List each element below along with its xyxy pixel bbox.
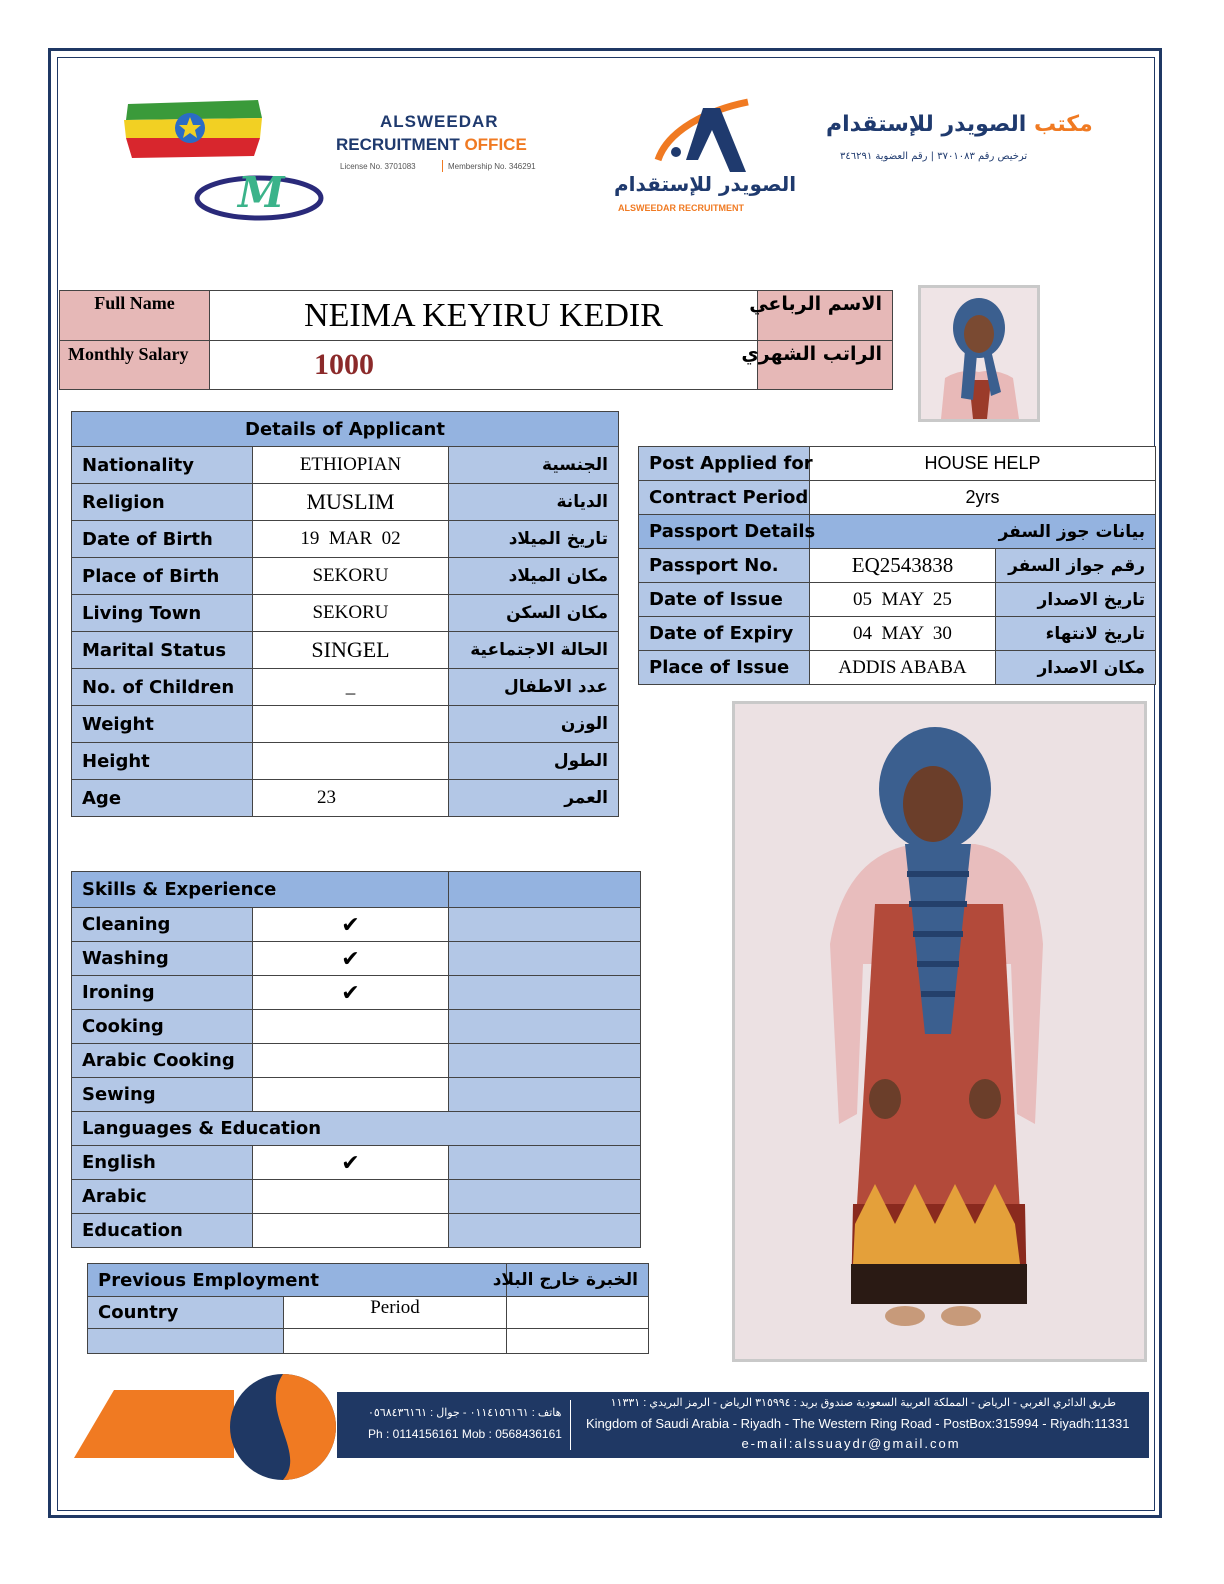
right-logo-ar-a: مكتب	[1034, 112, 1093, 137]
period-value	[284, 1329, 507, 1354]
language-label: Education	[72, 1214, 253, 1248]
details-label-ar: الحالة الاجتماعية	[449, 632, 619, 669]
passport-row	[639, 583, 1156, 617]
passport-label: Place of Issue	[639, 651, 810, 685]
employment-title: Previous Employment	[88, 1264, 507, 1297]
passport-label: Date of Issue	[639, 583, 810, 617]
skill-extra	[449, 1010, 641, 1044]
contract-label: Contract Period	[639, 481, 810, 515]
details-row	[72, 521, 619, 558]
details-label: Weight	[72, 706, 253, 743]
details-label-ar: مكان السكن	[449, 595, 619, 632]
country-label: Country	[88, 1297, 284, 1329]
details-table	[71, 411, 619, 817]
footer-orange-shape	[74, 1390, 234, 1458]
m-logo	[192, 168, 326, 224]
center-logo-en: ALSWEEDAR RECRUITMENT	[618, 203, 744, 213]
details-row	[72, 595, 619, 632]
passport-label-ar: مكان الاصدار	[996, 651, 1156, 685]
right-logo-ar-b: الصويدر للإستقدام	[826, 112, 1027, 137]
check-mark-icon: ✔	[253, 908, 449, 942]
skill-extra	[449, 908, 641, 942]
passport-header-ar: بيانات جوز السفر	[810, 515, 1156, 549]
footer-logo-circle-icon	[228, 1372, 338, 1482]
right-logo-ar	[826, 112, 1093, 137]
identity-table	[59, 290, 893, 390]
employment-title-ar: الخبرة خارج البلاد	[507, 1264, 649, 1297]
skill-extra	[449, 1044, 641, 1078]
details-row	[72, 669, 619, 706]
details-label: Height	[72, 743, 253, 780]
period-label: Period	[284, 1297, 507, 1329]
footer-email-link[interactable]: e-mail:alssuaydr@gmail.com	[741, 1436, 961, 1451]
skill-label: Cleaning	[72, 908, 253, 942]
language-extra	[449, 1180, 641, 1214]
passport-table	[638, 446, 1156, 685]
details-value: 23	[253, 780, 449, 817]
details-value: SEKORU	[253, 595, 449, 632]
salary-label: Monthly Salary	[60, 341, 210, 390]
details-label: Nationality	[72, 447, 253, 484]
salary-label-ar: الراتب الشهري	[758, 341, 893, 390]
details-label: Place of Birth	[72, 558, 253, 595]
passport-value: EQ2543838	[810, 549, 996, 583]
passport-row	[639, 617, 1156, 651]
details-label-ar: الديانة	[449, 484, 619, 521]
footer-address-en: Kingdom of Saudi Arabia - Riyadh - The Western Ring Road - PostBox:315994 - Riyadh:11331	[586, 1416, 1130, 1431]
office-name-line2	[336, 135, 527, 155]
details-row	[72, 706, 619, 743]
details-label-ar: الطول	[449, 743, 619, 780]
details-label-ar: العمر	[449, 780, 619, 817]
details-value: SINGEL	[253, 632, 449, 669]
passport-value: 05 MAY 25	[810, 583, 996, 617]
post-label: Post Applied for	[639, 447, 810, 481]
details-row	[72, 632, 619, 669]
license-text: License No. 3701083	[340, 162, 416, 171]
passport-label-ar: تاريخ الاصدار	[996, 583, 1156, 617]
passport-label: Passport No.	[639, 549, 810, 583]
language-row	[72, 1180, 641, 1214]
center-logo-ar: الصويدر للإستقدام	[614, 172, 797, 196]
office-name-line1: ALSWEEDAR	[380, 112, 499, 131]
language-mark	[253, 1180, 449, 1214]
details-label-ar: الوزن	[449, 706, 619, 743]
details-row	[72, 743, 619, 780]
employment-extra	[507, 1297, 649, 1329]
full-name-label: Full Name	[60, 291, 210, 341]
passport-value: 04 MAY 30	[810, 617, 996, 651]
m-logo-letter: M	[238, 168, 285, 217]
skill-label: Arabic Cooking	[72, 1044, 253, 1078]
skill-label: Sewing	[72, 1078, 253, 1112]
right-logo-sub-ar: ترخيص رقم ٣٧٠١٠٨٣ | رقم العضوية ٣٤٦٢٩١	[840, 151, 1028, 162]
details-label-ar: عدد الاطفال	[449, 669, 619, 706]
passport-label: Date of Expiry	[639, 617, 810, 651]
language-label: English	[72, 1146, 253, 1180]
skill-row	[72, 942, 641, 976]
ethiopia-flag-icon	[122, 98, 264, 162]
skill-mark	[253, 1010, 449, 1044]
footer-phone-ar: هاتف : ٠١١٤١٥٦١٦١ - جوال : ٠٥٦٨٤٣٦١٦١	[368, 1407, 562, 1419]
skill-extra	[449, 1078, 641, 1112]
skill-row	[72, 1078, 641, 1112]
details-label: Marital Status	[72, 632, 253, 669]
language-row	[72, 1146, 641, 1180]
skill-row	[72, 1010, 641, 1044]
post-value: HOUSE HELP	[810, 447, 1156, 481]
details-value	[253, 706, 449, 743]
skill-mark	[253, 1044, 449, 1078]
details-value: SEKORU	[253, 558, 449, 595]
details-row	[72, 447, 619, 484]
country-value	[88, 1329, 284, 1354]
skill-label: Cooking	[72, 1010, 253, 1044]
language-row	[72, 1214, 641, 1248]
salary-value: 1000	[210, 341, 758, 390]
skill-row	[72, 1044, 641, 1078]
details-label: Age	[72, 780, 253, 817]
footer-phone-en: Ph : 0114156161 Mob : 0568436161	[368, 1427, 562, 1441]
details-value: MUSLIM	[253, 484, 449, 521]
passport-label-ar: رقم جواز السفر	[996, 549, 1156, 583]
details-value: _	[253, 669, 449, 706]
details-label: Living Town	[72, 595, 253, 632]
skills-table	[71, 871, 641, 1248]
details-label-ar: مكان الميلاد	[449, 558, 619, 595]
skill-extra	[449, 976, 641, 1010]
footer-divider	[570, 1400, 571, 1450]
check-mark-icon: ✔	[253, 1146, 449, 1180]
contract-value: 2yrs	[810, 481, 1156, 515]
license-divider	[442, 160, 443, 172]
skills-title: Skills & Experience	[72, 872, 449, 908]
skill-row	[72, 976, 641, 1010]
skill-label: Washing	[72, 942, 253, 976]
applicant-photo-small	[918, 285, 1040, 422]
employment-extra-value	[507, 1329, 649, 1354]
passport-row	[639, 651, 1156, 685]
full-name-value: NEIMA KEYIRU KEDIR	[210, 291, 758, 341]
details-value	[253, 743, 449, 780]
details-value: 19 MAR 02	[253, 521, 449, 558]
details-label-ar: الجنسية	[449, 447, 619, 484]
details-label: Date of Birth	[72, 521, 253, 558]
languages-title: Languages & Education	[72, 1112, 641, 1146]
passport-header: Passport Details	[639, 515, 810, 549]
full-name-label-ar: الاسم الرباعي	[758, 291, 893, 341]
office-name-recruitment: RECRUITMENT	[336, 135, 460, 154]
check-mark-icon: ✔	[253, 942, 449, 976]
passport-label-ar: تاريخ لانتهاء	[996, 617, 1156, 651]
details-title: Details of Applicant	[72, 412, 619, 447]
skills-title-spacer	[449, 872, 641, 908]
language-label: Arabic	[72, 1180, 253, 1214]
language-mark	[253, 1214, 449, 1248]
details-row	[72, 780, 619, 817]
details-row	[72, 484, 619, 521]
details-value: ETHIOPIAN	[253, 447, 449, 484]
applicant-photo-full	[732, 701, 1147, 1362]
details-label: No. of Children	[72, 669, 253, 706]
alsweedar-a-logo-icon	[648, 100, 758, 178]
footer-address-ar: طريق الدائري الغربي - الرياض - المملكة العربية السعودية صندوق بريد : ٣١٥٩٩٤ الرياض - الرمز البريدي : ١١٣٣١	[610, 1397, 1116, 1409]
details-label-ar: تاريخ الميلاد	[449, 521, 619, 558]
language-extra	[449, 1146, 641, 1180]
membership-text: Membership No. 346291	[448, 162, 536, 171]
employment-table	[87, 1263, 649, 1354]
language-extra	[449, 1214, 641, 1248]
details-label: Religion	[72, 484, 253, 521]
skill-extra	[449, 942, 641, 976]
details-row	[72, 558, 619, 595]
passport-value: ADDIS ABABA	[810, 651, 996, 685]
skill-row	[72, 908, 641, 942]
office-name-office: OFFICE	[464, 135, 527, 154]
skill-mark	[253, 1078, 449, 1112]
passport-row	[639, 549, 1156, 583]
check-mark-icon: ✔	[253, 976, 449, 1010]
skill-label: Ironing	[72, 976, 253, 1010]
